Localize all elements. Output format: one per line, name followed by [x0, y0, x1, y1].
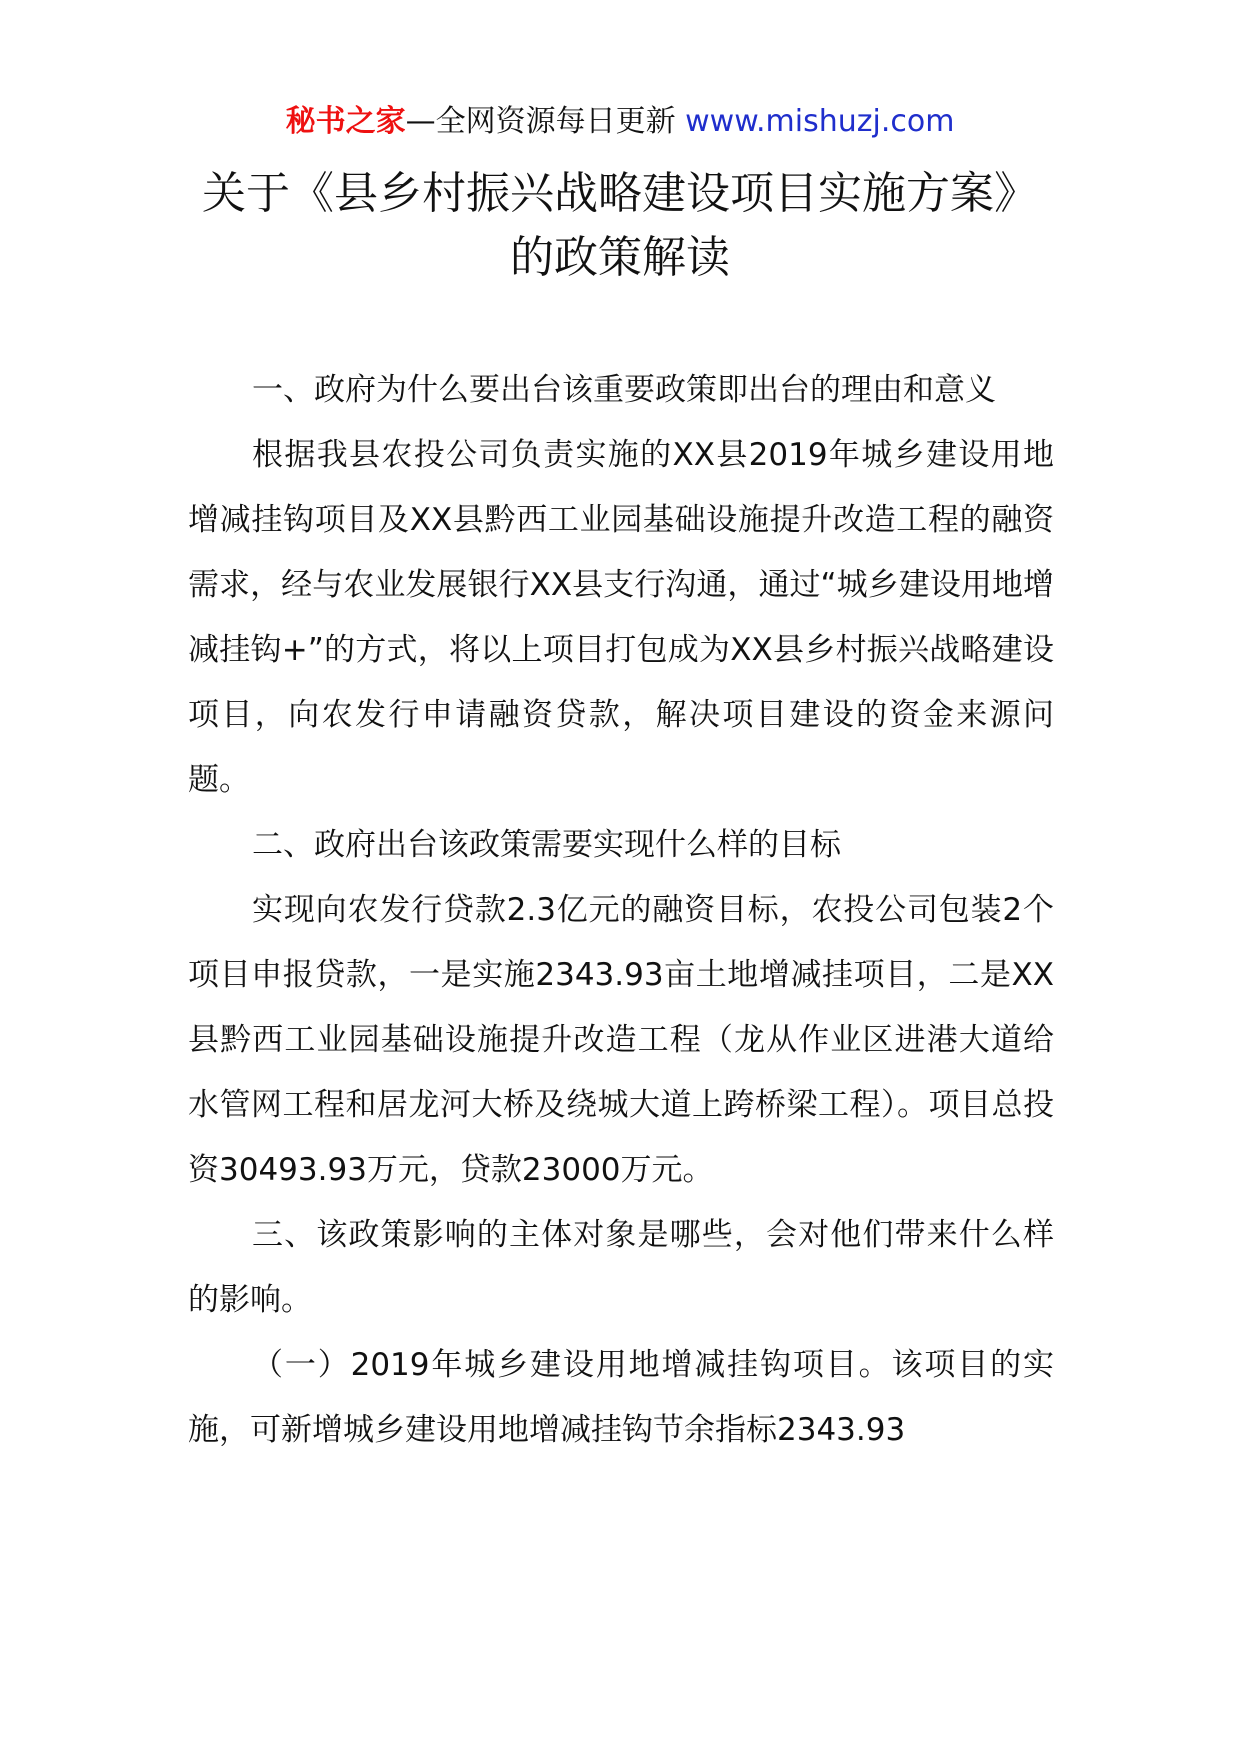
site-header: [0, 100, 1240, 144]
brand-name: 秘书之家: [285, 104, 406, 139]
section-heading-2: 二、政府出台该政策需要实现什么样的目标: [252, 827, 841, 863]
body-paragraph-3: （一）2019年城乡建设用地增减挂钩项目。该项目的实施，可新增城乡建设用地增减挂钩节余指标2343.93: [188, 1347, 1054, 1448]
section-heading-3: 三、该政策影响的主体对象是哪些，会对他们带来什么样的影响。: [188, 1217, 1054, 1318]
header-tagline: —全网资源每日更新: [405, 104, 676, 139]
body-paragraph-1: 根据我县农投公司负责实施的XX县2019年城乡建设用地增减挂钩项目及XX县黔西工业园基础设施提升改造工程的融资需求，经与农业发展银行XX县支行沟通，通过“城乡建设用地增减挂钩+”的方式，将以上项目打包成为XX县乡村振兴战略建设项目，向农发行申请融资贷款，解决项目建设的资金来源问题。: [188, 437, 1054, 798]
body-paragraph-2: 实现向农发行贷款2.3亿元的融资目标，农投公司包装2个项目申报贷款，一是实施2343.93亩土地增减挂项目，二是XX县黔西工业园基础设施提升改造工程（龙从作业区进港大道给水管网工程和居龙河大桥及绕城大道上跨桥梁工程）。项目总投资30493.93万元，贷款23000万元。: [188, 892, 1054, 1188]
section-heading-1: 一、政府为什么要出台该重要政策即出台的理由和意义: [252, 372, 996, 408]
site-url-link[interactable]: www.mishuzj.com: [685, 104, 955, 139]
document-body: [188, 358, 1054, 1463]
document-title: 关于《县乡村振兴战略建设项目实施方案》的政策解读: [202, 168, 1038, 283]
